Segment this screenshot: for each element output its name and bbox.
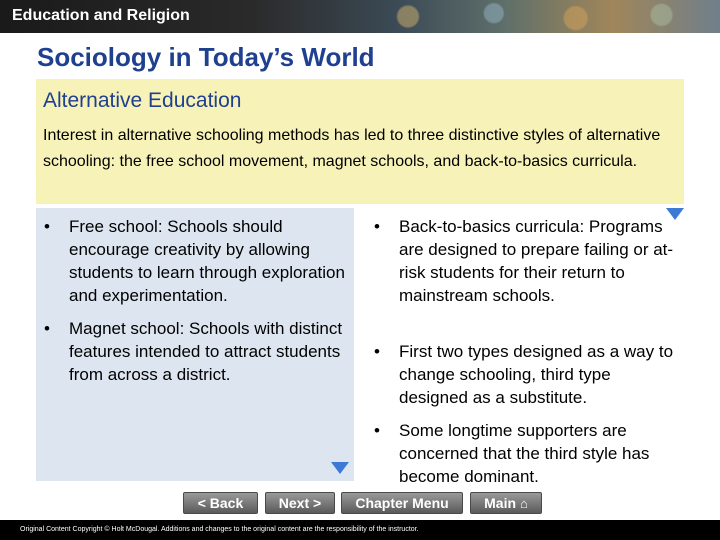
bullet-dot-icon: •	[374, 421, 380, 440]
page-title: Sociology in Today’s World	[37, 42, 375, 72]
header-banner-image	[330, 0, 720, 33]
section-heading: Alternative Education	[43, 89, 242, 112]
bullet-dot-icon: •	[44, 217, 50, 236]
back-button[interactable]	[183, 492, 258, 514]
intro-text: Interest in alternative schooling methods has led to three distinctive styles of alternative schooling: the free school movement, magnet schools, and back-to-basics curricula.	[43, 127, 661, 170]
intro-box	[36, 79, 684, 204]
back-button-label: < Back	[197, 495, 244, 511]
bullet-dot-icon: •	[44, 319, 50, 338]
main-button-label: Main	[484, 495, 517, 511]
bullet-text: Free school: Schools should encourage creativity by allowing students to learn through exploration and experimentation.	[69, 217, 345, 305]
right-bullet-1	[374, 215, 684, 307]
footer	[0, 520, 720, 540]
header-bar	[0, 0, 720, 33]
bullet-text: Magnet school: Schools with distinct features intended to attract students from across a district.	[69, 319, 343, 384]
header-title: Education and Religion	[12, 7, 190, 24]
bullet-text: Back-to-basics curricula: Programs are designed to prepare failing or at-risk students for their return to mainstream schools.	[399, 217, 674, 305]
expand-panel-marker-icon[interactable]	[331, 462, 349, 474]
left-bullet-1	[44, 215, 349, 307]
next-button-label: Next >	[278, 495, 322, 511]
bullet-text: First two types designed as a way to change schooling, third type designed as a substitute.	[399, 342, 674, 407]
main-button[interactable]	[470, 492, 542, 514]
next-button[interactable]	[265, 492, 335, 514]
chapter-menu-button[interactable]	[341, 492, 463, 514]
bullet-text: Some longtime supporters are concerned that the third style has become dominant.	[399, 421, 650, 486]
chapter-menu-label: Chapter Menu	[355, 495, 449, 511]
right-bullet-3	[374, 419, 684, 488]
bullet-dot-icon: •	[374, 342, 380, 361]
left-bullet-2	[44, 317, 349, 386]
bullet-dot-icon: •	[374, 217, 380, 236]
right-bullet-2	[374, 340, 684, 409]
home-icon: ⌂	[520, 495, 528, 511]
copyright-text: Original Content Copyright © Holt McDougal. Additions and changes to the original content are the responsibility of the instructor.	[20, 526, 419, 533]
